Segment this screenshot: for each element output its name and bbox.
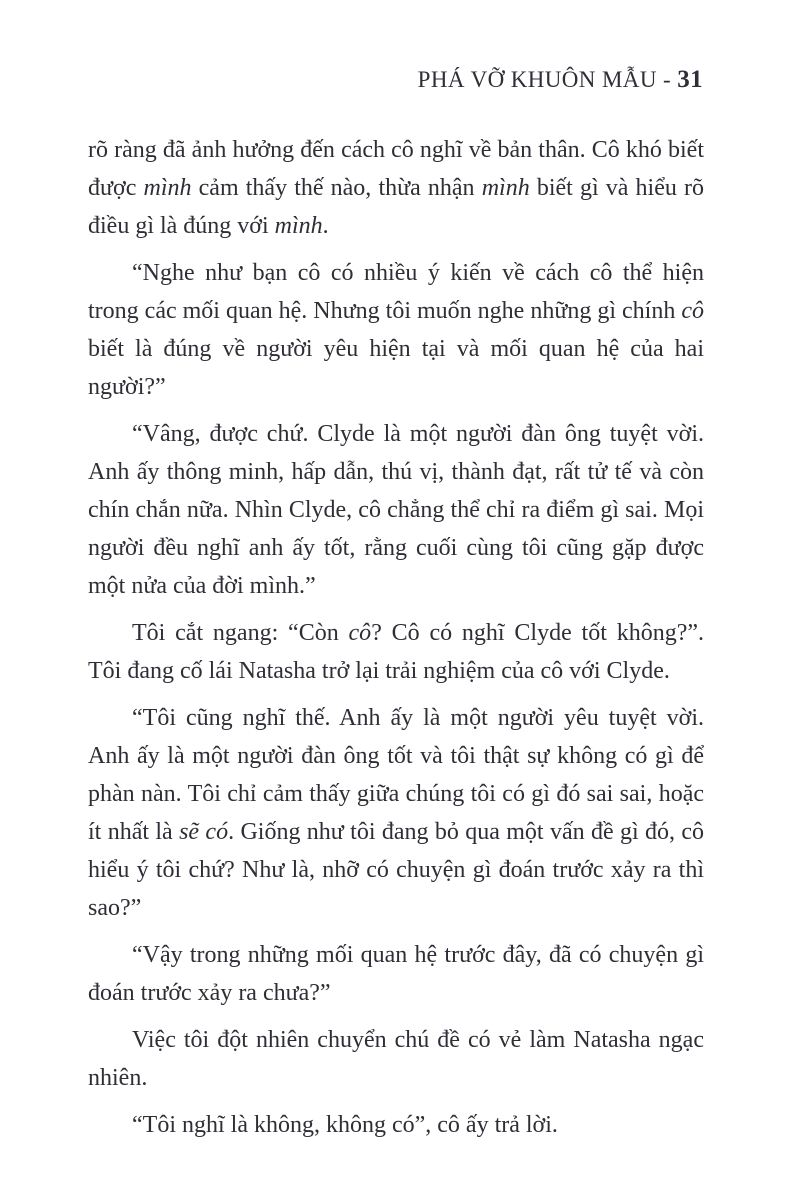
- page-body: [88, 131, 704, 1144]
- emphasized-text: cô: [348, 620, 372, 646]
- paragraph: [88, 1021, 704, 1097]
- emphasized-text: cô: [681, 298, 704, 324]
- text-segment: . Giống như tôi đang bỏ qua một vấn đề gì đó, cô hiểu ý tôi chứ? Như là, nhỡ có chuyện gì đoán trước xảy ra thì sao?”: [88, 819, 704, 921]
- text-segment: cảm thấy thế nào, thừa nhận: [191, 175, 482, 201]
- emphasized-text: mình: [274, 213, 323, 239]
- header-separator: -: [656, 67, 678, 92]
- text-segment: biết gì và hiểu rõ điều gì là đúng với: [88, 175, 705, 239]
- paragraph: [88, 131, 704, 245]
- text-segment: “Vâng, được chứ. Clyde là một người đàn ông tuyệt vời. Anh ấy thông minh, hấp dẫn, thú vị, thành đạt, rất tử tế và còn chín chắn nữa. Nhìn Clyde, cô chẳng thể chỉ ra điểm gì sai. Mọi người đều nghĩ anh ấy tốt, rằng cuối cùng tôi cũng gặp được một nửa của đời mình.”: [88, 421, 704, 599]
- text-segment: Tôi cắt ngang: “Còn: [132, 620, 349, 646]
- text-segment: rõ ràng đã ảnh hưởng đến cách cô nghĩ về bản thân. Cô khó biết được: [88, 137, 704, 201]
- paragraph: [88, 1106, 704, 1144]
- text-segment: “Nghe như bạn cô có nhiều ý kiến về cách cô thể hiện trong các mối quan hệ. Nhưng tôi muốn nghe những gì chính: [88, 260, 704, 324]
- text-segment: biết là đúng về người yêu hiện tại và mối quan hệ của hai người?”: [88, 336, 704, 400]
- paragraph: [88, 415, 704, 605]
- paragraph: [88, 614, 704, 690]
- running-header: [418, 66, 703, 94]
- text-segment: .: [322, 213, 329, 239]
- paragraph: [88, 936, 704, 1012]
- text-segment: “Tôi nghĩ là không, không có”, cô ấy trả lời.: [132, 1112, 558, 1138]
- paragraph: [88, 254, 704, 406]
- page-number: 31: [677, 66, 703, 93]
- paragraph: [88, 699, 704, 927]
- text-segment: “Vậy trong những mối quan hệ trước đây, đã có chuyện gì đoán trước xảy ra chưa?”: [88, 942, 704, 1006]
- text-segment: “Tôi cũng nghĩ thế. Anh ấy là một người yêu tuyệt vời. Anh ấy là một người đàn ông tốt và tôi thật sự không có gì để phàn nàn. Tôi chỉ cảm thấy giữa chúng tôi có gì đó sai sai, hoặc ít nhất là: [88, 705, 704, 845]
- text-segment: Việc tôi đột nhiên chuyển chú đề có vẻ làm Natasha ngạc nhiên.: [88, 1027, 704, 1091]
- emphasized-text: mình: [481, 175, 530, 201]
- emphasized-text: sẽ có: [179, 819, 229, 845]
- chapter-title: PHÁ VỠ KHUÔN MẪU: [417, 67, 657, 92]
- emphasized-text: mình: [143, 175, 192, 201]
- text-segment: ? Cô có nghĩ Clyde tốt không?”. Tôi đang cố lái Natasha trở lại trải nghiệm của cô với Clyde.: [88, 620, 705, 684]
